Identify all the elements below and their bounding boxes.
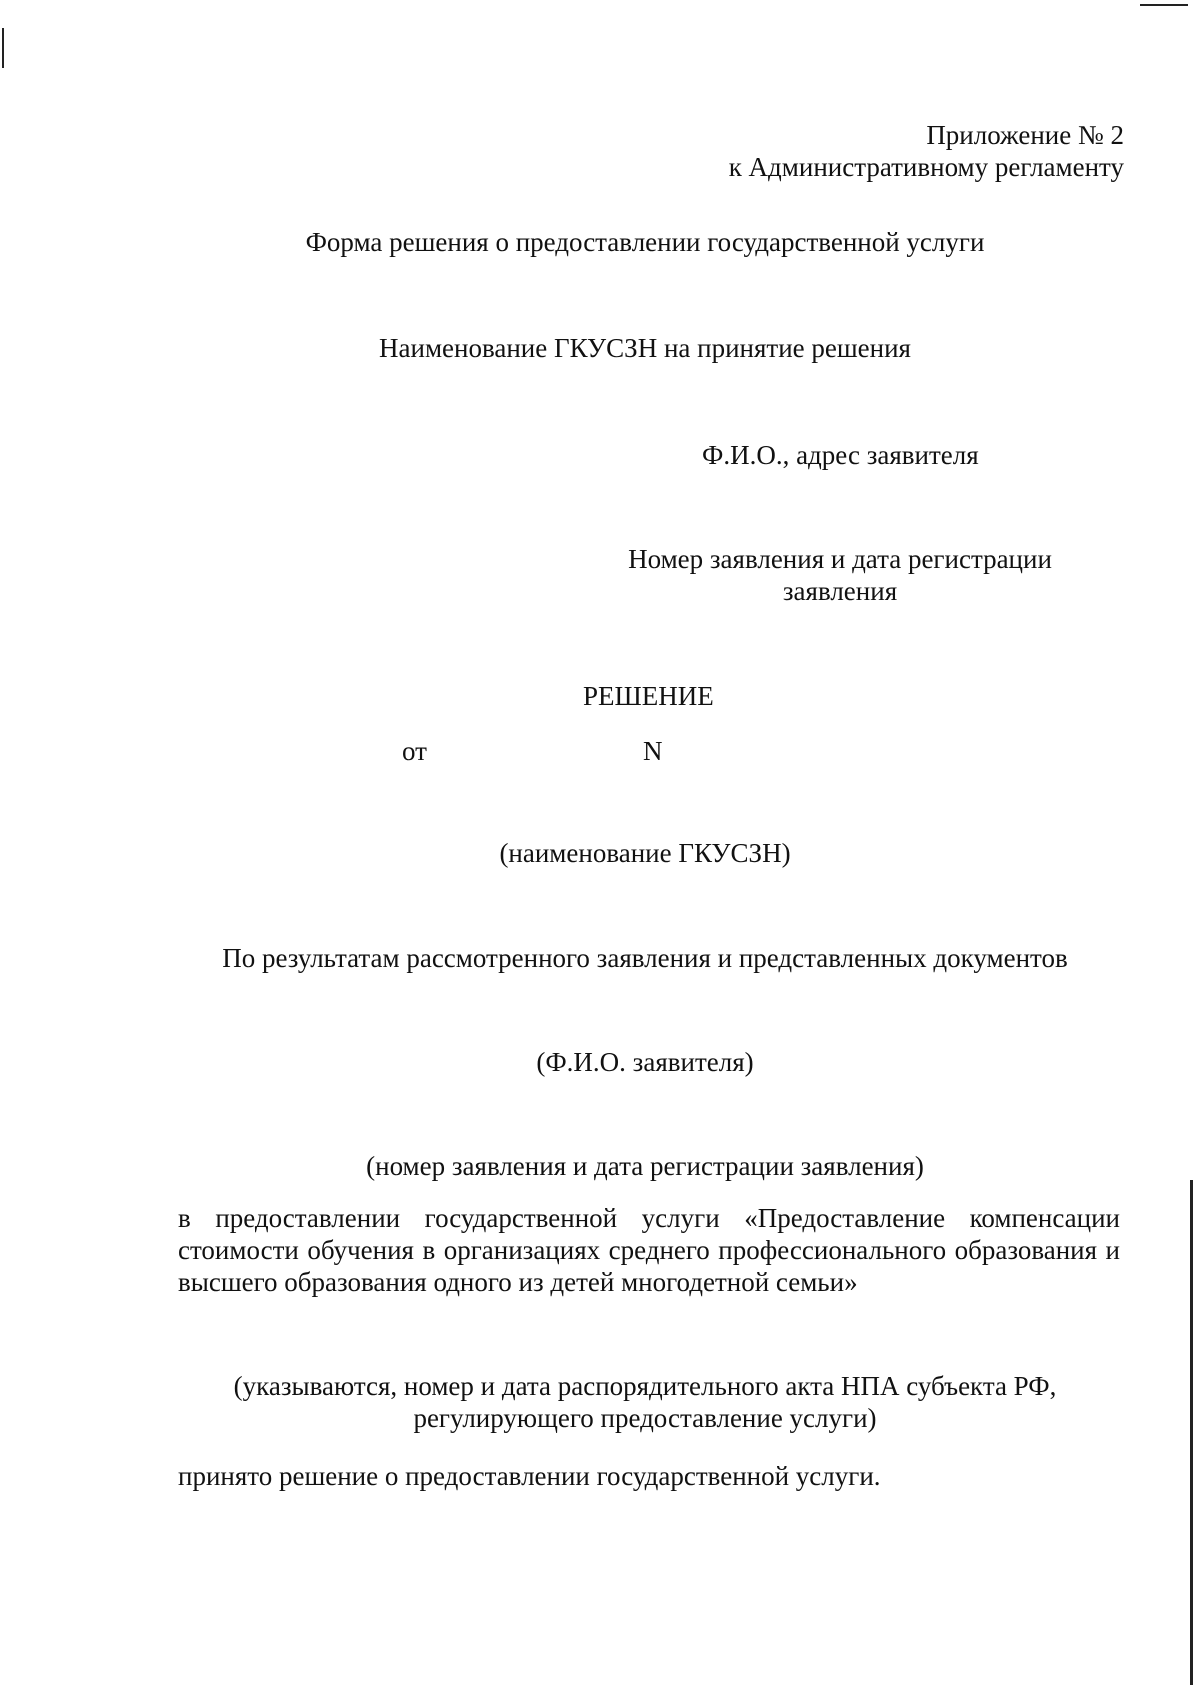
decision-title: РЕШЕНИЕ <box>583 681 714 711</box>
applicant-info: Ф.И.О., адрес заявителя <box>702 440 979 470</box>
npa-placeholder-line-2: регулирующего предоставление услуги) <box>413 1403 877 1433</box>
applicant-placeholder: (Ф.И.О. заявителя) <box>536 1047 754 1077</box>
scan-edge-mark-top-right <box>1140 4 1188 6</box>
application-ref-line-2: заявления <box>782 576 898 606</box>
org-placeholder: (наименование ГКУСЗН) <box>499 838 791 868</box>
decision-number-label: N <box>643 736 663 766</box>
annex-line-2: к Административному регламенту <box>728 152 1124 182</box>
application-placeholder: (номер заявления и дата регистрации заявления) <box>366 1151 924 1181</box>
npa-placeholder-line-1: (указываются, номер и дата распорядительного акта НПА субъекта РФ, <box>233 1371 1057 1401</box>
form-title: Форма решения о предоставлении государственной услуги <box>305 227 985 257</box>
decision-from-label: от <box>402 736 427 766</box>
final-text: принято решение о предоставлении государственной услуги. <box>178 1461 881 1491</box>
scan-edge-mark-left <box>2 28 4 68</box>
org-name: Наименование ГКУСЗН на принятие решения <box>379 333 911 363</box>
application-ref-line-1: Номер заявления и дата регистрации <box>628 544 1052 574</box>
results-text: По результатам рассмотренного заявления и представленных документов <box>222 943 1068 973</box>
service-text: в предоставлении государственной услуги «Предоставление компенсации стоимости обучения в организациях среднего профессионального образования и высшего образования одного из детей многодетной семьи» <box>178 1203 1120 1297</box>
annex-line-1: Приложение № 2 <box>926 120 1124 150</box>
